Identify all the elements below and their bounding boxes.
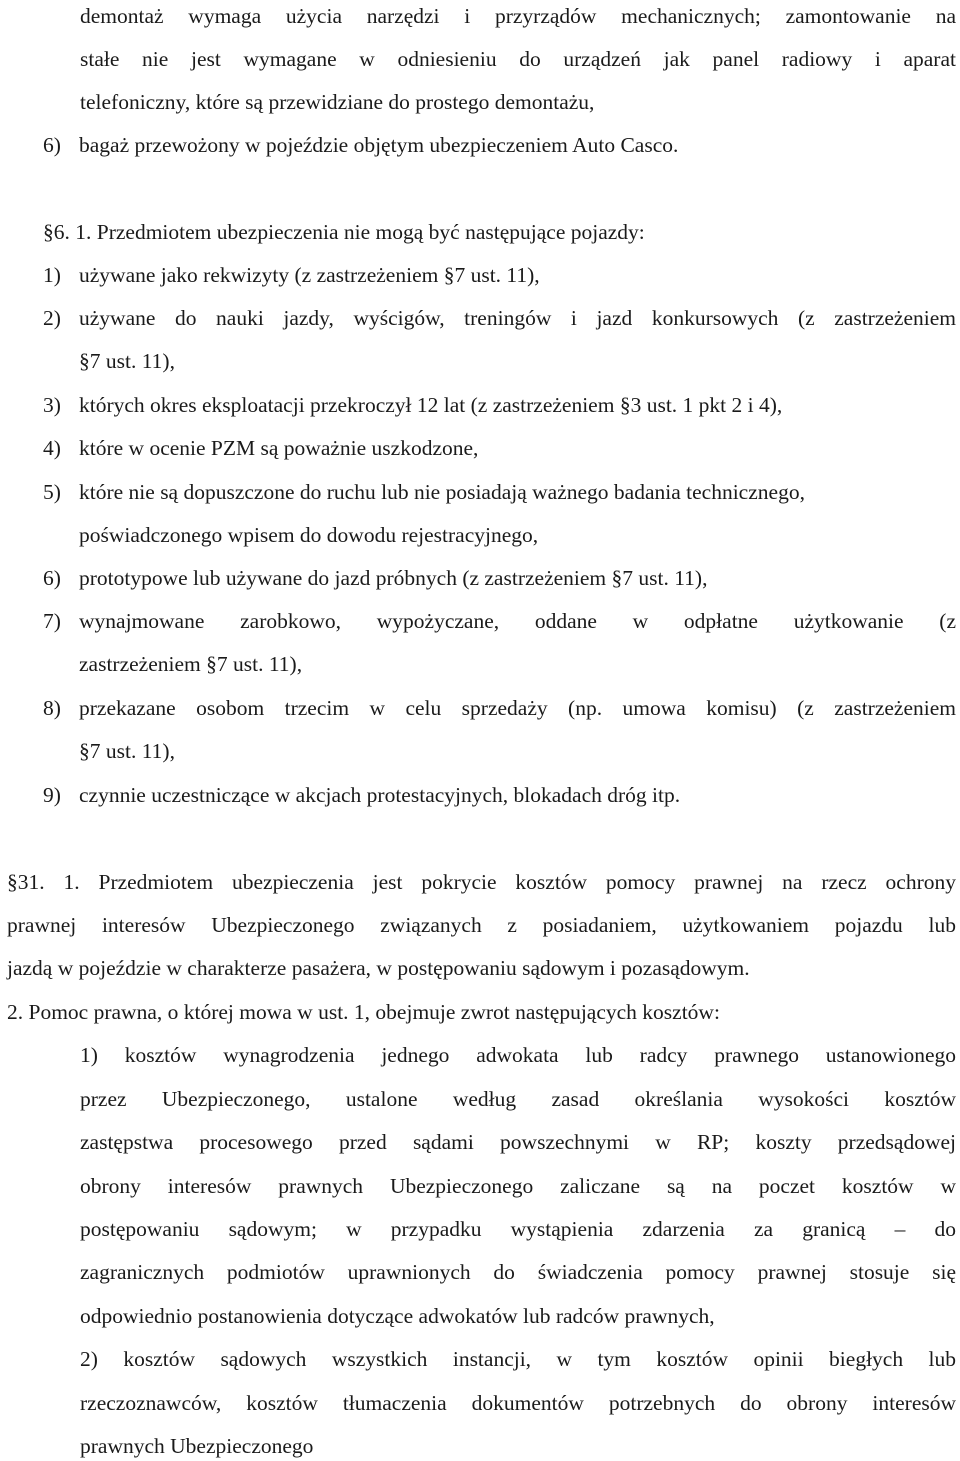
- list-text-continuation: §7 ust. 11),: [79, 739, 175, 763]
- list-item: [43, 781, 680, 809]
- list-number: 6): [43, 566, 61, 590]
- list-text: których okres eksploatacji przekroczył 12 lat (z zastrzeżeniem §3 ust. 1 pkt 2 i 4),: [79, 393, 783, 417]
- list-text: które nie są dopuszczone do ruchu lub nie posiadają ważnego badania technicznego,: [79, 480, 805, 504]
- list-item-line: przez Ubezpieczonego, ustalone według zasad określania wysokości kosztów: [80, 1087, 956, 1111]
- list-item: [43, 564, 707, 592]
- list-text: prototypowe lub używane do jazd próbnych (z zastrzeżeniem §7 ust. 11),: [79, 566, 708, 590]
- list-item-line: postępowaniu sądowym; w przypadku wystąpienia zdarzenia za granicą – do: [80, 1217, 956, 1241]
- list-item-line: zagranicznych podmiotów uprawnionych do świadczenia pomocy prawnej stosuje się: [80, 1260, 956, 1284]
- list-item: [43, 131, 678, 159]
- list-item: [43, 607, 956, 635]
- paragraph-line: jazdą w pojeździe w charakterze pasażera, w postępowaniu sądowym i pozasądowym.: [7, 956, 750, 980]
- list-item-line: 1) kosztów wynagrodzenia jednego adwokata lub radcy prawnego ustanowionego: [80, 1043, 956, 1067]
- list-number: 3): [43, 393, 61, 417]
- list-item: [43, 304, 956, 332]
- list-number: 4): [43, 436, 61, 460]
- list-item-line: odpowiednio postanowienia dotyczące adwokatów lub radców prawnych,: [80, 1304, 715, 1328]
- list-number: 5): [43, 480, 61, 504]
- paragraph-line: §31. 1. Przedmiotem ubezpieczenia jest pokrycie kosztów pomocy prawnej na rzecz ochrony: [7, 870, 956, 894]
- list-text: przekazane osobom trzecim w celu sprzedaży (np. umowa komisu) (z zastrzeżeniem: [79, 696, 956, 720]
- list-item-line: obrony interesów prawnych Ubezpieczonego zaliczane są na poczet kosztów w: [80, 1174, 956, 1198]
- list-number: 2): [43, 306, 61, 330]
- list-number: 6): [43, 133, 61, 157]
- list-text: czynnie uczestniczące w akcjach protestacyjnych, blokadach dróg itp.: [79, 783, 681, 807]
- list-number: 8): [43, 696, 61, 720]
- list-item-line: 2) kosztów sądowych wszystkich instancji, w tym kosztów opinii biegłych lub: [80, 1347, 956, 1371]
- list-text-continuation: §7 ust. 11),: [79, 349, 175, 373]
- text-line: stałe nie jest wymagane w odniesieniu do urządzeń jak panel radiowy i aparat: [80, 47, 956, 71]
- list-item: [43, 434, 478, 462]
- list-item: [43, 478, 805, 506]
- list-text: używane do nauki jazdy, wyścigów, treningów i jazd konkursowych (z zastrzeżeniem: [79, 306, 956, 330]
- list-text: wynajmowane zarobkowo, wypożyczane, oddane w odpłatne użytkowanie (z: [79, 609, 956, 633]
- section-heading: §6. 1. Przedmiotem ubezpieczenia nie mogą być następujące pojazdy:: [43, 220, 645, 244]
- list-text-continuation: zastrzeżeniem §7 ust. 11),: [79, 652, 303, 676]
- text-line: demontaż wymaga użycia narzędzi i przyrządów mechanicznych; zamontowanie na: [80, 4, 956, 28]
- list-item-line: rzeczoznawców, kosztów tłumaczenia dokumentów potrzebnych do obrony interesów: [80, 1391, 956, 1415]
- list-number: 1): [43, 263, 61, 287]
- list-number: 9): [43, 783, 61, 807]
- paragraph-line: 2. Pomoc prawna, o której mowa w ust. 1, obejmuje zwrot następujących kosztów:: [7, 1000, 720, 1024]
- text-line: telefoniczny, które są przewidziane do prostego demontażu,: [80, 90, 595, 114]
- list-text: które w ocenie PZM są poważnie uszkodzone,: [79, 436, 479, 460]
- list-item: [43, 391, 782, 419]
- list-item: [43, 261, 540, 289]
- list-item-line: zastępstwa procesowego przed sądami powszechnymi w RP; koszty przedsądowej: [80, 1130, 956, 1154]
- list-text-continuation: poświadczonego wpisem do dowodu rejestracyjnego,: [79, 523, 539, 547]
- list-item: [43, 694, 956, 722]
- list-item-line: prawnych Ubezpieczonego: [80, 1434, 314, 1458]
- list-text: używane jako rekwizyty (z zastrzeżeniem §7 ust. 11),: [79, 263, 540, 287]
- list-number: 7): [43, 609, 61, 633]
- list-text: bagaż przewożony w pojeździe objętym ubezpieczeniem Auto Casco.: [79, 133, 679, 157]
- paragraph-line: prawnej interesów Ubezpieczonego związanych z posiadaniem, użytkowaniem pojazdu lub: [7, 913, 956, 937]
